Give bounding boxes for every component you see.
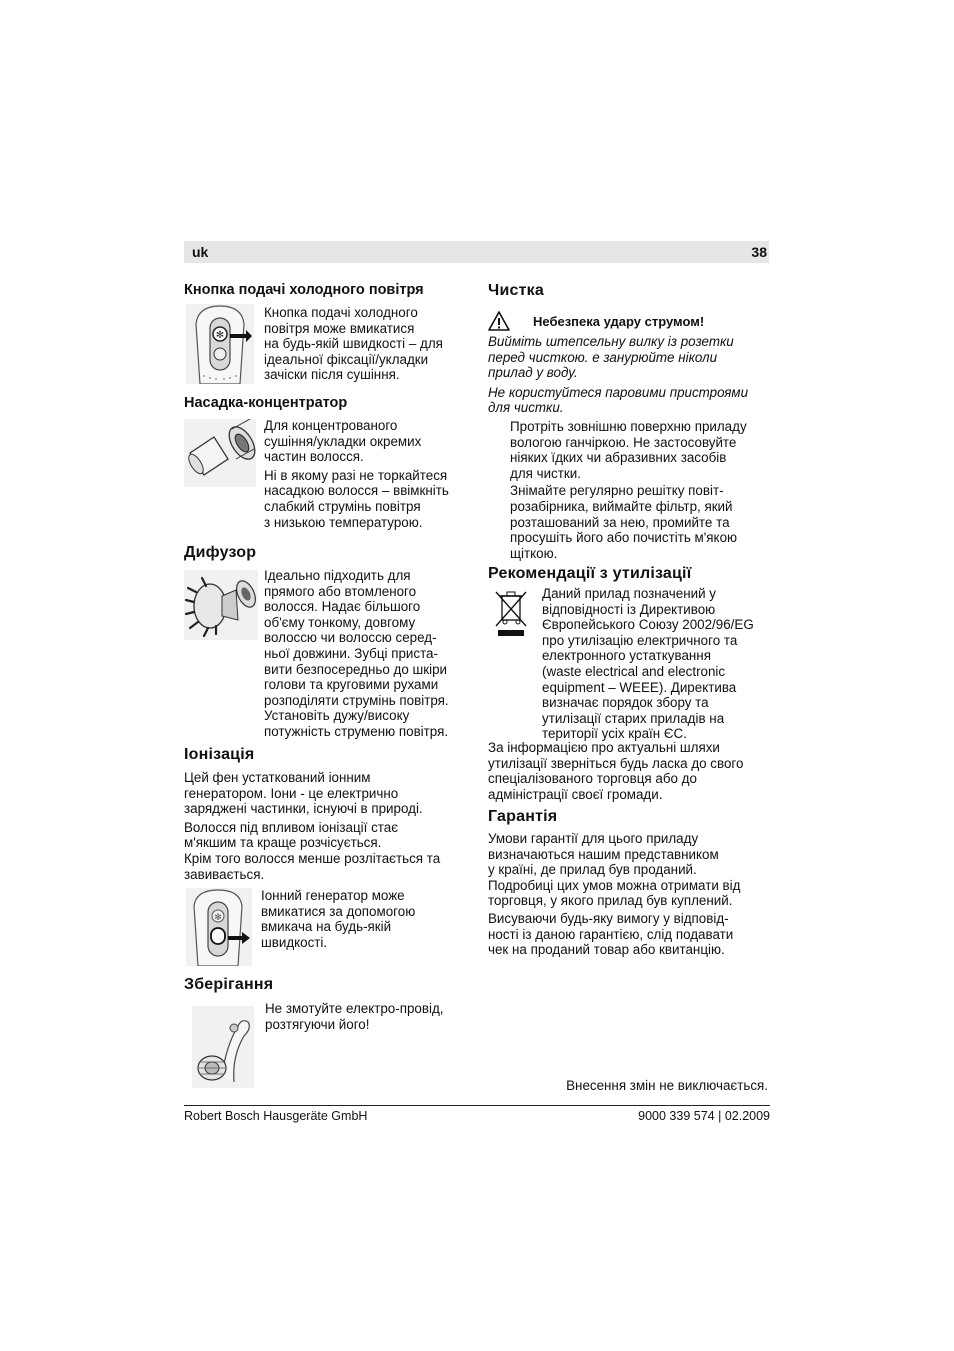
changes-note: Внесення змін не виключається. <box>566 1078 768 1093</box>
text-line: Для концентрованого <box>264 418 398 433</box>
svg-text:✻: ✻ <box>214 912 222 922</box>
text-line: вологою ганчіркою. Не застосовуйте <box>510 434 737 450</box>
text-line: визначаються нашим представником <box>488 846 719 862</box>
text-line: сушіння/укладки окремих <box>264 433 422 449</box>
text-line: Подробиці цих умов можна отримати від <box>488 877 741 893</box>
text-line: спеціалізованого торговця або до <box>488 771 697 787</box>
text-line: заряджені частинки, існуючі в природі. <box>184 801 423 817</box>
text-line: ніяких їдких чи абразивних засобів <box>510 450 727 466</box>
warranty-title: Гарантія <box>488 808 558 825</box>
concentrator-text <box>264 418 449 530</box>
concentrator-illustration <box>184 419 256 487</box>
crossed-bin-icon <box>491 588 531 638</box>
text-line: голови та круговими рухами <box>264 677 439 693</box>
diffuser-text <box>264 568 449 740</box>
text-line: утилізації старих приладів на <box>542 710 725 726</box>
text-line: розтягуючи його! <box>265 1016 370 1032</box>
text-line: розташований за нею, промийте та <box>510 514 730 530</box>
storage-title: Зберігання <box>184 976 274 993</box>
svg-text:✻: ✻ <box>215 330 225 341</box>
page-number: 38 <box>751 244 767 260</box>
text-line: Даний прилад позначений у <box>542 586 716 601</box>
text-line: зачіски після сушіння. <box>264 367 400 383</box>
diffuser-title: Дифузор <box>184 544 257 561</box>
cold-air-button-illustration <box>186 304 254 384</box>
text-line: швидкості. <box>261 934 328 950</box>
text-line: Іонний генератор може <box>261 888 405 903</box>
text-line: розподіляти струмінь повітря. <box>264 692 449 708</box>
text-line: для чистки. <box>510 465 581 481</box>
text-line: Знімайте регулярно решітку повіт- <box>510 483 724 499</box>
text-line: Не змотуйте електро-провід, <box>265 1001 444 1016</box>
text-line: торговця, у якого прилад був куплений. <box>488 893 733 909</box>
concentrator-title: Насадка-концентратор <box>184 395 348 411</box>
text-line: вмикатися за допомогою <box>261 903 416 919</box>
text-line: Умови гарантії для цього приладу <box>488 831 699 846</box>
text-line: Крім того волосся менше розлітається та <box>184 850 441 866</box>
text-line: утилізації зверніться будь ласка до свого <box>488 755 744 771</box>
text-line: з низькою температурою. <box>264 514 423 530</box>
ionization-text <box>184 770 440 882</box>
text-line: генератором. Іони - це електрично <box>184 785 399 801</box>
text-line: на будь-якій швидкості – для <box>264 336 443 352</box>
recycling-info-text <box>488 740 743 802</box>
text-line: прямого або втомленого <box>264 583 417 599</box>
text-line: перед чисткою. е занурюйте ніколи <box>488 349 718 365</box>
cold-air-title: Кнопка подачі холодного повітря <box>184 282 424 298</box>
text-line: Протріть зовнішню поверхню приладу <box>510 419 747 434</box>
text-line: визначає порядок збору та <box>542 695 709 711</box>
text-line: об'єму тонкому, довгому <box>264 614 416 630</box>
recycling-title: Рекомендації з утилізації <box>488 565 692 582</box>
storage-text <box>265 1001 443 1032</box>
text-line: вити безпосередньо до шкіри <box>264 661 448 677</box>
text-line: про утилізацію електричного та <box>542 632 738 648</box>
text-line: ньої довжини. Зубці приста- <box>264 645 438 661</box>
page-header <box>184 241 769 263</box>
text-line: просушіть його або почистіть м'якою <box>510 530 738 546</box>
text-line: Ідеально підходить для <box>264 568 411 583</box>
ionizer-text <box>261 888 415 950</box>
text-line: Не користуйтеся паровими пристроями <box>488 384 749 400</box>
text-line: розабірника, виймайте фільтр, який <box>510 498 733 514</box>
text-line: Вийміть штепсельну вилку із розетки <box>488 334 734 349</box>
text-line: електронного устаткування <box>542 648 711 664</box>
text-line: Ні в якому разі не торкайтеся <box>264 467 448 483</box>
text-line: у країні, де прилад був проданий. <box>488 862 697 878</box>
text-line: відповідності із Директивою <box>542 601 716 617</box>
text-line: повітря може вмикатися <box>264 320 415 336</box>
cleaning-title: Чистка <box>488 282 544 299</box>
cleaning-text <box>510 419 747 561</box>
text-line: Кнопка подачі холодного <box>264 305 418 320</box>
text-line: Цей фен устаткований іонним <box>184 770 371 785</box>
text-line: насадкою волосся – ввімкніть <box>264 483 449 499</box>
language-code: uk <box>192 244 209 260</box>
text-line: За інформацією про актуальні шляхи <box>488 740 720 755</box>
warning-triangle-icon <box>488 311 510 331</box>
footer-divider <box>184 1105 770 1106</box>
text-line: Установіть дужу/високу <box>264 708 410 724</box>
recycling-text <box>542 586 754 742</box>
ionization-title: Іонізація <box>184 746 255 763</box>
text-line: частин волосся. <box>264 449 364 465</box>
text-line: волоссю чи волоссю серед- <box>264 630 437 646</box>
text-line: чек на проданий товар або квитанцію. <box>488 942 725 958</box>
text-line: вмикача на будь-якій <box>261 919 392 935</box>
text-line: (waste electrical and electronic <box>542 663 726 679</box>
warranty-text <box>488 831 740 958</box>
text-line: прилад у воду. <box>488 365 578 381</box>
text-line: ідеальної фіксації/укладки <box>264 351 429 367</box>
text-line: Волосся під впливом іонізації стає <box>184 819 399 835</box>
storage-illustration <box>192 1006 254 1088</box>
text-line: завивається. <box>184 866 265 882</box>
diffuser-illustration <box>184 570 258 640</box>
text-line: Висуваючи будь-яку вимогу у відповід- <box>488 910 729 926</box>
text-line: території усіх країн ЄС. <box>542 726 687 742</box>
text-line: потужність струменю повітря. <box>264 723 449 739</box>
text-line: щіткою. <box>510 545 558 561</box>
text-line: волосся. Надає більшого <box>264 599 421 615</box>
text-line: слабкий струмінь повітря <box>264 498 421 514</box>
text-line: адміністрації своєї громади. <box>488 786 663 802</box>
text-line: ності із даною гарантією, слід подавати <box>488 926 734 942</box>
text-line: equipment – WEEE). Директива <box>542 679 737 695</box>
text-line: м'якшим та краще розчісується. <box>184 835 382 851</box>
warning-text: Небезпека удару струмом! <box>533 314 705 329</box>
text-line: Європейського Союзу 2002/96/EG <box>542 617 754 633</box>
footer-document-number: 9000 339 574 | 02.2009 <box>638 1109 770 1123</box>
ionizer-switch-illustration <box>186 888 252 966</box>
text-line: для чистки. <box>488 400 564 416</box>
cold-air-text <box>264 305 443 383</box>
cleaning-italic-text <box>488 334 748 416</box>
footer-company: Robert Bosch Hausgeräte GmbH <box>184 1109 368 1123</box>
